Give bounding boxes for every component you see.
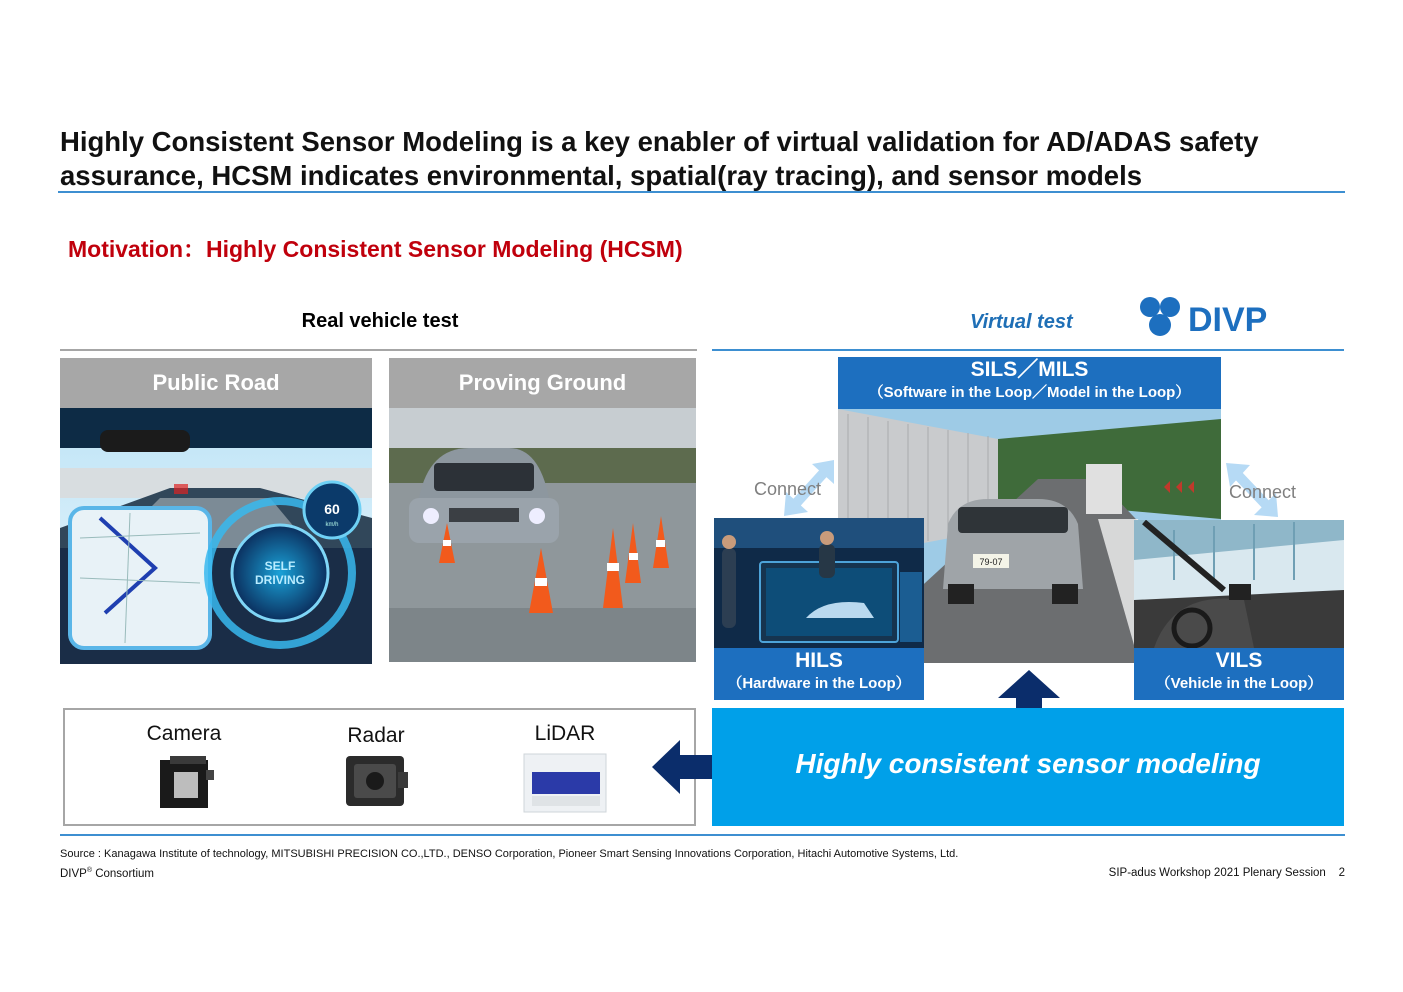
camera-label: Camera [146, 722, 222, 745]
hils-lab-image [714, 518, 924, 648]
hcsm-banner-text: Highly consistent sensor modeling [795, 748, 1261, 779]
hud-driving-text: DRIVING [254, 573, 306, 587]
radar-sensor-image [342, 750, 410, 812]
sils-mils-title: SILS／MILS [970, 358, 1089, 381]
consortium-suffix: Consortium [92, 867, 155, 880]
real-test-divider [60, 349, 697, 351]
divp-logo [1138, 293, 1296, 339]
hils-caption [714, 648, 924, 700]
consortium-label [60, 867, 154, 880]
public-road-image [60, 408, 372, 664]
motivation-heading: Motivation：Highly Consistent Sensor Modeling (HCSM) [68, 236, 683, 262]
radar-label: Radar [347, 724, 405, 747]
registered-mark: ® [86, 867, 93, 874]
source-note: Source : Kanagawa Institute of technology, MITSUBISHI PRECISION CO.,LTD., DENSO Corporation, Pioneer Smart Sensing Innovations Corporation, Hitachi Automotive Systems, Ltd. [60, 848, 959, 860]
slide-title-line-1: Highly Consistent Sensor Modeling is a key enabler of virtual validation for AD/ADAS safety [60, 126, 1259, 157]
sils-mils-caption [838, 357, 1221, 409]
connect-right-label: Connect [1229, 482, 1297, 502]
footer-divider [60, 834, 1345, 836]
hud-speed-value: 60 [324, 501, 340, 517]
public-road-header: Public Road [60, 358, 372, 408]
slide-title-line-2: assurance, HCSM indicates environmental, spatial(ray tracing), and sensor models [60, 160, 1143, 191]
hils-subtitle: （Hardware in the Loop） [727, 675, 911, 692]
virtual-test-label: Virtual test [970, 311, 1073, 333]
slide-title [60, 125, 1350, 193]
footer-session [1109, 867, 1345, 879]
real-vehicle-test-label: Real vehicle test [301, 310, 459, 332]
lidar-sensor-image [522, 752, 608, 814]
session-name: SIP-adus Workshop 2021 Plenary Session [1108, 867, 1326, 879]
vils-title: VILS [1215, 649, 1263, 672]
proving-ground-header: Proving Ground [389, 358, 696, 408]
proving-ground-image [389, 408, 696, 662]
connect-left-label: Connect [754, 479, 822, 499]
hils-title: HILS [795, 649, 843, 672]
lidar-label: LiDAR [534, 722, 596, 745]
hud-speed-unit: km/h [325, 522, 339, 528]
camera-sensor-image [156, 752, 216, 812]
vils-caption [1134, 648, 1344, 700]
consortium-name: DIVP [60, 867, 87, 880]
vils-subtitle: （Vehicle in the Loop） [1155, 675, 1323, 692]
hud-self-text: SELF [264, 559, 296, 573]
sils-mils-subtitle: （Software in the Loop／Model in the Loop） [868, 384, 1191, 401]
vils-driving-simulator-image [1134, 520, 1344, 648]
page-number: 2 [1338, 867, 1345, 879]
virtual-test-divider [712, 349, 1344, 351]
title-divider [58, 191, 1345, 193]
sils-plate-text: 79-07 [979, 557, 1003, 567]
divp-logo-text: DIVP [1188, 301, 1268, 339]
